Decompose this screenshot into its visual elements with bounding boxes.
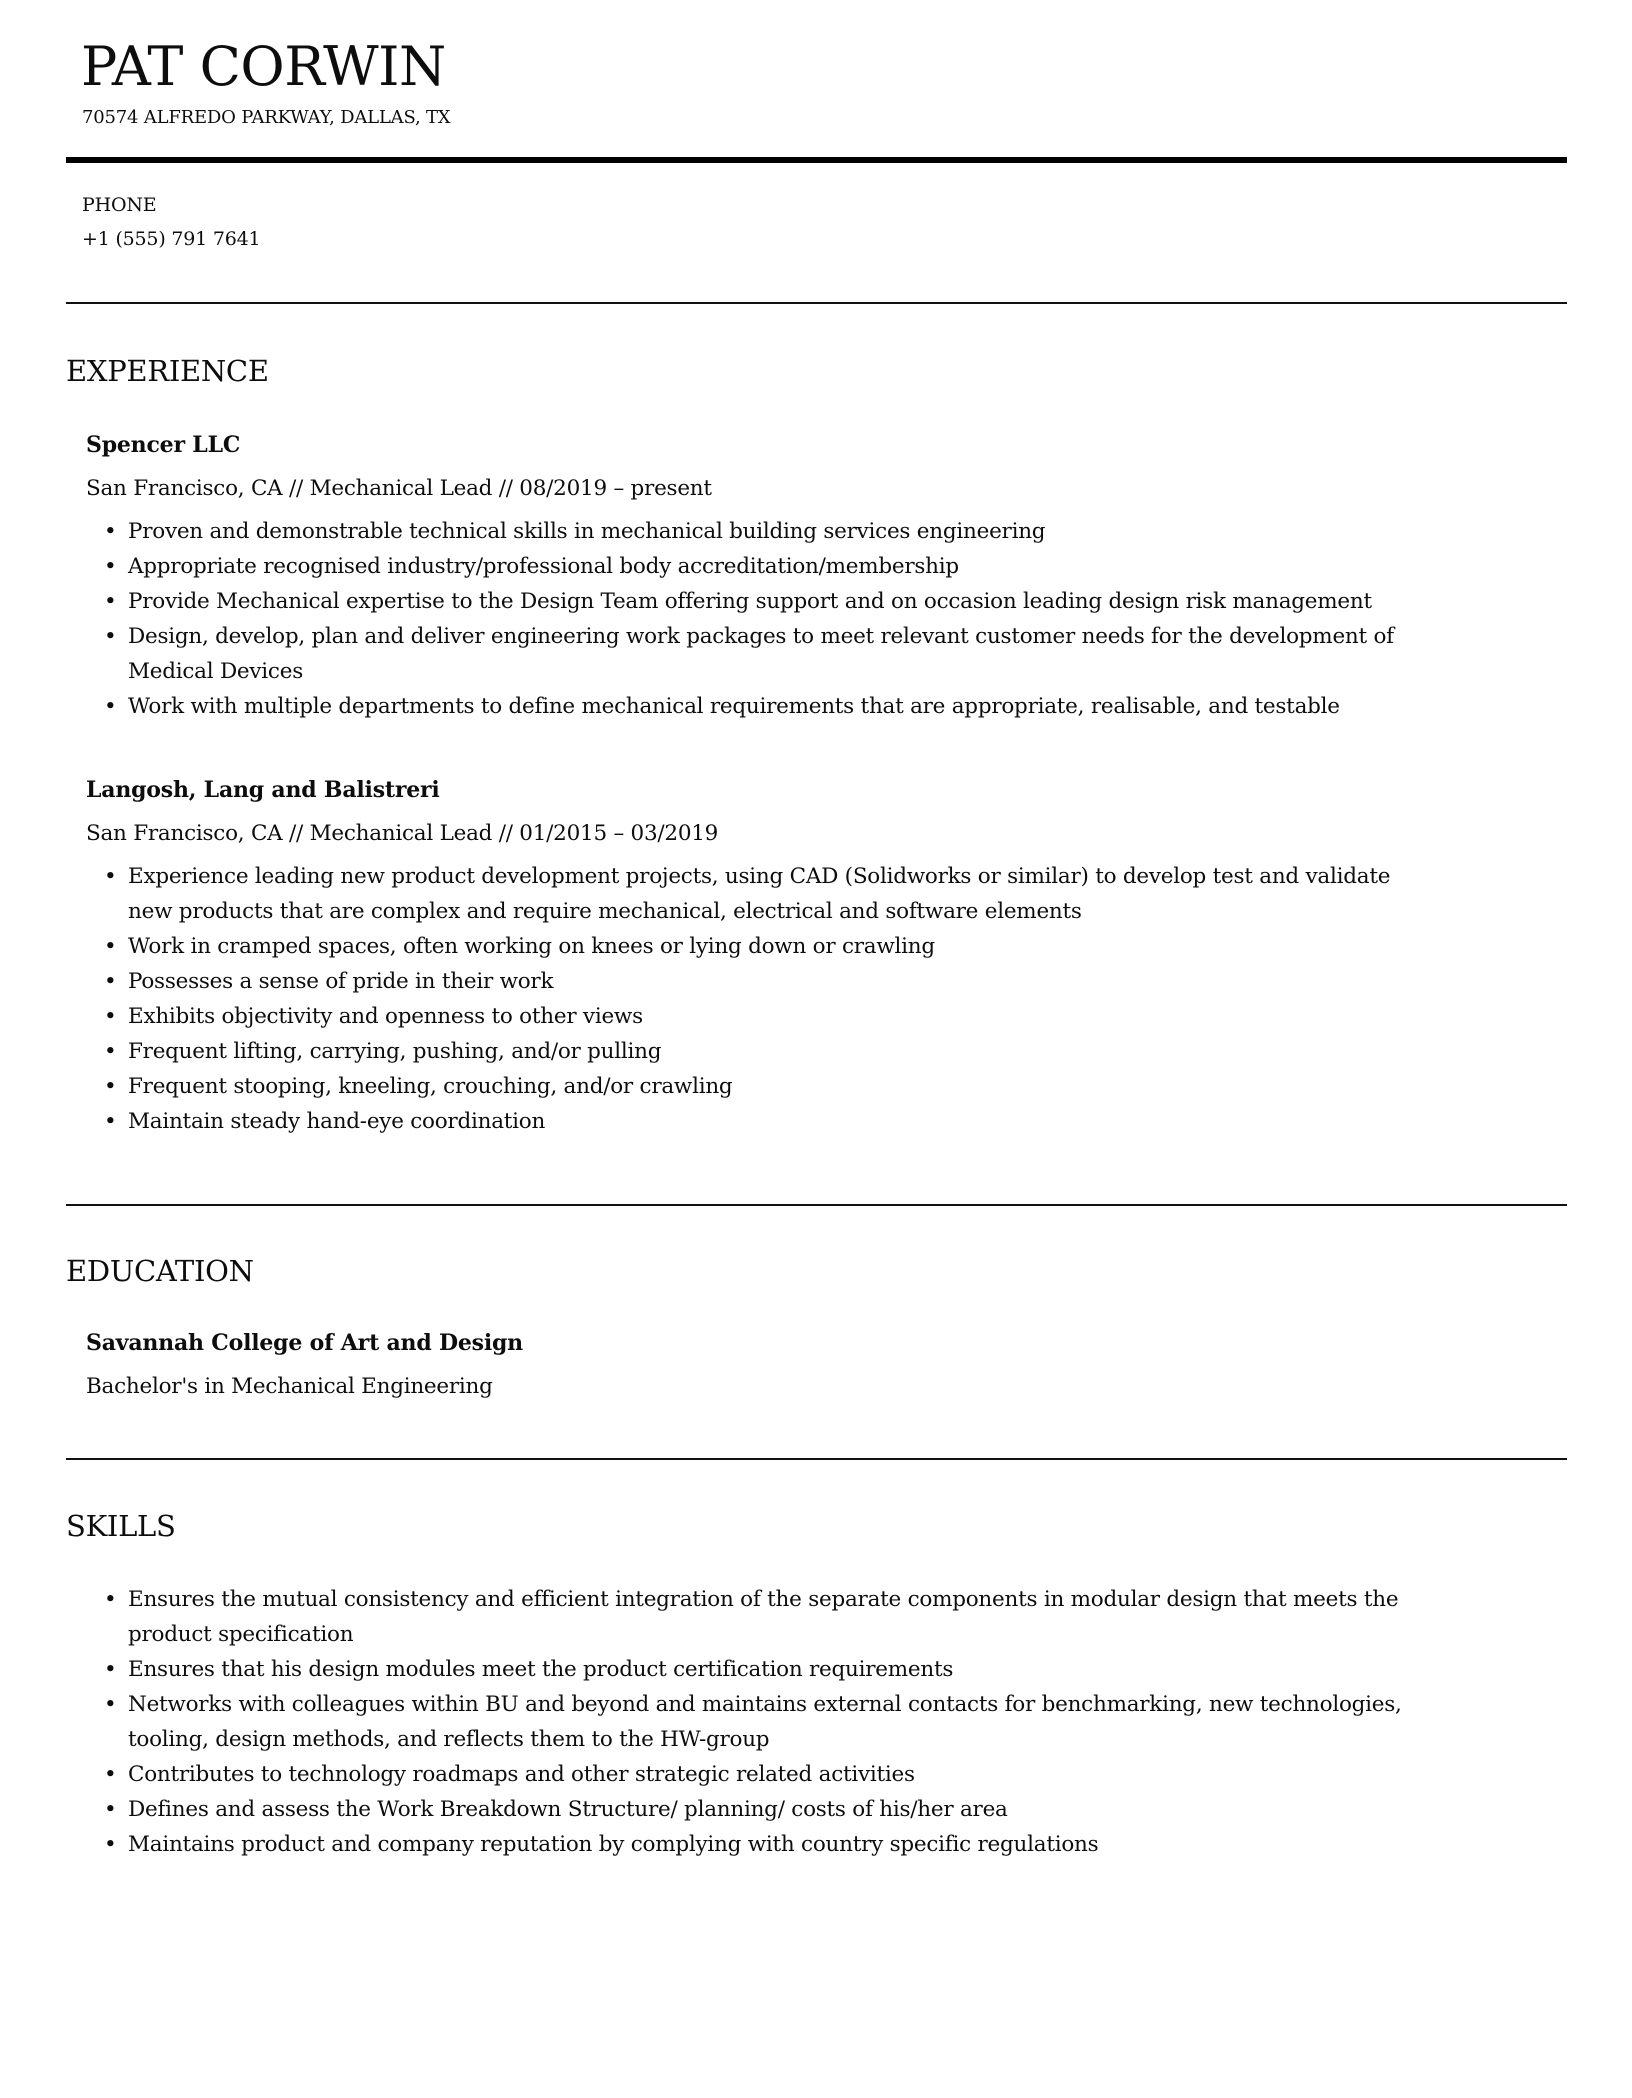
skill-text: Defines and assess the Work Breakdown Structure/ planning/ costs of his/her area: [128, 1797, 1008, 1822]
job-bullet: [104, 619, 1606, 689]
education-entry: [86, 1326, 1606, 1404]
bullet-text: Work with multiple departments to define mechanical requirements that are appropriate, realisable, and testable: [128, 694, 1340, 719]
job-bullet: [104, 1034, 1606, 1069]
bullet-text: Proven and demonstrable technical skills in mechanical building services engineering: [128, 519, 1046, 544]
education-degree: Bachelor's in Mechanical Engineering: [86, 1374, 493, 1399]
section-title-education: EDUCATION: [66, 1254, 254, 1288]
skill-item: [104, 1757, 1606, 1792]
bullet-icon: •: [104, 1109, 117, 1134]
bullet-icon: •: [104, 1004, 117, 1029]
bullet-text: Experience leading new product development projects, using CAD (Solidworks or similar) to develop test and validate new products that are complex and require mechanical, electrical and software elements: [128, 864, 1391, 924]
job-bullet: [104, 584, 1606, 619]
skills-list: [86, 1582, 1606, 1862]
bullet-icon: •: [104, 694, 117, 719]
job-company: Langosh, Lang and Balistreri: [86, 777, 440, 803]
job-bullet: [104, 929, 1606, 964]
bullet-icon: •: [104, 864, 117, 889]
job-bullet: [104, 549, 1606, 584]
section-divider: [66, 302, 1567, 304]
bullet-icon: •: [104, 519, 117, 544]
job-company: Spencer LLC: [86, 432, 241, 458]
education-school: Savannah College of Art and Design: [86, 1330, 523, 1356]
skills-section: [66, 1508, 1606, 1862]
education-section: [66, 1253, 1606, 1412]
bullet-icon: •: [104, 589, 117, 614]
skill-text: Ensures that his design modules meet the product certification requirements: [128, 1657, 954, 1682]
skill-text: Maintains product and company reputation by complying with country specific regulations: [128, 1832, 1099, 1857]
bullet-icon: •: [104, 1797, 117, 1822]
job-bullet: [104, 689, 1606, 724]
section-title-experience: EXPERIENCE: [66, 354, 269, 388]
job-bullet: [104, 999, 1606, 1034]
bullet-icon: •: [104, 1587, 117, 1612]
job-bullets: [86, 859, 1606, 1139]
bullet-text: Possesses a sense of pride in their work: [128, 969, 554, 994]
job-bullet: [104, 1104, 1606, 1139]
bullet-text: Appropriate recognised industry/professional body accreditation/membership: [128, 554, 959, 579]
experience-section: [66, 353, 1606, 1139]
job-bullets: [86, 514, 1606, 724]
bullet-text: Frequent lifting, carrying, pushing, and/or pulling: [128, 1039, 662, 1064]
bullet-text: Work in cramped spaces, often working on knees or lying down or crawling: [128, 934, 935, 959]
skill-text: Networks with colleagues within BU and beyond and maintains external contacts for benchmarking, new technologies, tooling, design methods, and reflects them to the HW-group: [128, 1692, 1402, 1752]
job-entry: [86, 428, 1606, 724]
section-divider: [66, 1204, 1567, 1206]
bullet-icon: •: [104, 1657, 117, 1682]
bullet-text: Provide Mechanical expertise to the Design Team offering support and on occasion leading design risk management: [128, 589, 1372, 614]
phone-label: PHONE: [82, 194, 157, 216]
candidate-name: PAT CORWIN: [81, 35, 446, 98]
bullet-icon: •: [104, 554, 117, 579]
skill-item: [104, 1687, 1606, 1757]
job-entry: [86, 773, 1606, 1139]
bullet-text: Exhibits objectivity and openness to other views: [128, 1004, 643, 1029]
bullet-icon: •: [104, 1762, 117, 1787]
bullet-icon: •: [104, 1039, 117, 1064]
section-title-skills: SKILLS: [66, 1509, 176, 1543]
bullet-icon: •: [104, 1074, 117, 1099]
job-bullet: [104, 514, 1606, 549]
bullet-icon: •: [104, 1832, 117, 1857]
job-meta: San Francisco, CA // Mechanical Lead // 08/2019 – present: [86, 476, 712, 501]
skill-item: [104, 1792, 1606, 1827]
skill-text: Ensures the mutual consistency and efficient integration of the separate components in modular design that meets the product specification: [128, 1587, 1399, 1647]
skill-item: [104, 1652, 1606, 1687]
job-bullet: [104, 859, 1606, 929]
skill-text: Contributes to technology roadmaps and other strategic related activities: [128, 1762, 915, 1787]
skills-entry: [86, 1582, 1606, 1862]
job-bullet: [104, 964, 1606, 999]
phone-value: +1 (555) 791 7641: [82, 228, 261, 250]
header-divider: [66, 157, 1567, 163]
candidate-address: 70574 ALFREDO PARKWAY, DALLAS, TX: [82, 107, 451, 128]
bullet-icon: •: [104, 934, 117, 959]
bullet-icon: •: [104, 624, 117, 649]
contact-block: [82, 188, 260, 256]
job-bullet: [104, 1069, 1606, 1104]
bullet-text: Maintain steady hand-eye coordination: [128, 1109, 546, 1134]
skill-item: [104, 1827, 1606, 1862]
bullet-text: Frequent stooping, kneeling, crouching, and/or crawling: [128, 1074, 733, 1099]
bullet-text: Design, develop, plan and deliver engineering work packages to meet relevant customer needs for the development of Medical Devices: [128, 624, 1394, 684]
bullet-icon: •: [104, 1692, 117, 1717]
bullet-icon: •: [104, 969, 117, 994]
job-meta: San Francisco, CA // Mechanical Lead // 01/2015 – 03/2019: [86, 821, 719, 846]
skill-item: [104, 1582, 1606, 1652]
section-divider: [66, 1458, 1567, 1460]
